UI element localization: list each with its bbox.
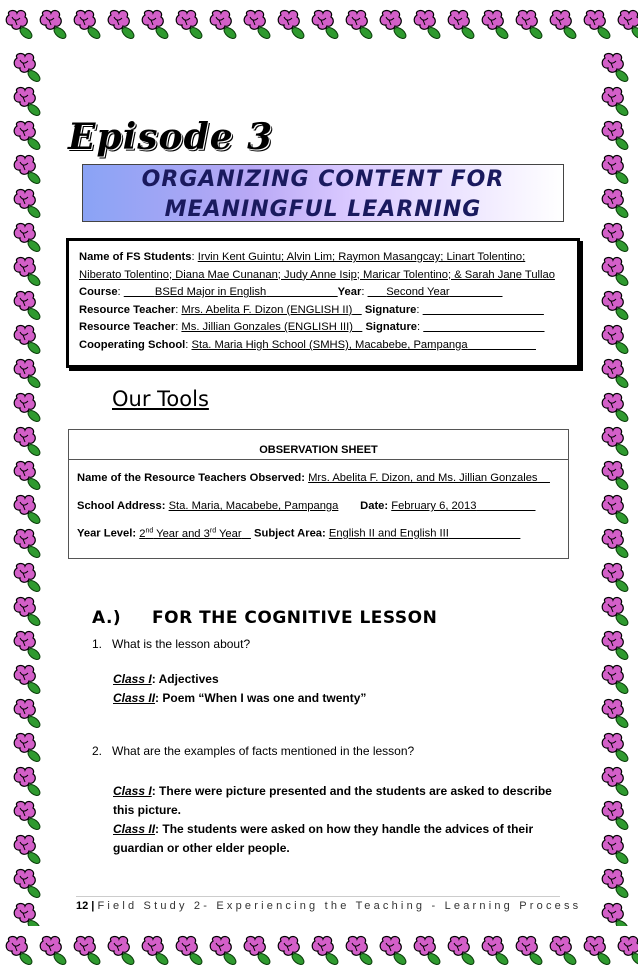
students-row-2 [79,267,567,285]
year-level-row [77,527,520,540]
year-value: Second Year [386,286,450,299]
course-value: BSEd Major in English [154,286,267,299]
observation-sheet-title: OBSERVATION SHEET [69,430,568,460]
answer-1-class-2-text: : Poem “When I was one and twenty” [155,691,367,705]
level-c: Year [216,527,242,540]
resource-teacher-1-row: Resource Teacher: Mrs. Abelita F. Dizon (ENGLISH II) Signature: [79,303,423,316]
school-label: Cooperating School [79,338,186,351]
observed-label: Name of the Resource Teachers Observed: [77,472,305,484]
footer-text: Field Study 2- Experiencing the Teaching - Learning Process [97,900,582,912]
answer-1-class-1 [113,670,553,689]
answer-1-class-1-label: Class I [113,672,152,686]
students-value-1: Irvin Kent Guintu; Alvin Lim; Raymon Masangcay; Linart Tolentino; [197,251,526,263]
address-label: School Address: [77,500,166,512]
rt2-label: Resource Teacher [79,321,176,334]
question-1-number: 1. [92,637,103,651]
level-a-sup: nd [145,527,154,534]
question-1-text: What is the lesson about? [112,637,251,651]
subject-label: Subject Area: [254,527,326,540]
answer-2-class-1 [113,782,553,820]
page-footer [76,896,582,912]
episode-title: Episode 3 [68,116,274,158]
level-b: Year and 3 [153,527,210,540]
answer-1-class-2-label: Class II [113,691,156,705]
level-a: 2 [139,527,146,540]
subject-value: English II and English III [328,527,449,540]
rt1-label: Resource Teacher [79,303,176,316]
course-row: Course: BSEd Major in English Year: Second Year [79,286,450,299]
our-tools-heading: Our Tools [112,387,209,411]
question-2-text: What are the examples of facts mentioned in the lesson? [112,744,415,758]
students-row: Name of FS Students: Irvin Kent Guintu; Alvin Lim; Raymon Masangcay; Linart Tolentino; [79,251,526,263]
resource-teacher-2-row: Resource Teacher: Ms. Jillian Gonzales (ENGLISH III) Signature: [79,321,424,334]
date-value: February 6, 2013 [391,500,477,512]
answer-2-class-1-text: : There were picture presented and the students are asked to describe this picture. [113,784,552,817]
footer-separator: | [88,900,98,912]
signature-label-2: Signature [365,321,418,334]
observed-value: Mrs. Abelita F. Dizon, and Ms. Jillian Gonzales [308,472,538,484]
address-row [77,500,536,512]
banner-line-1: ORGANIZING CONTENT FOR [141,167,505,192]
fs-students-box [66,238,580,368]
question-2 [92,744,414,758]
lesson-title-banner [82,164,564,222]
section-a-letter: A.) [92,608,122,628]
answer-1-class-2 [113,689,553,708]
page-number: 12 [76,900,89,912]
course-label: Course [79,286,118,299]
section-a-heading [92,608,437,628]
observation-sheet [68,429,569,559]
question-1 [92,637,250,651]
section-a-title: FOR THE COGNITIVE LESSON [152,608,438,628]
address-value: Sta. Maria, Macabebe, Pampanga [168,500,339,512]
answer-2-class-2-text: : The students were asked on how they handle the advices of their guardian or other elder people. [113,822,534,855]
rt1-value: Mrs. Abelita F. Dizon (ENGLISH II) [181,303,353,316]
banner-line-2: MEANINGFUL LEARNING [164,197,482,222]
level-b-sup: rd [209,527,217,534]
answer-2-class-1-label: Class I [113,784,152,798]
answer-2-class-2 [113,820,553,858]
school-row: Cooperating School: Sta. Maria High School (SMHS), Macabebe, Pampanga [79,338,468,351]
students-label: Name of FS Students [79,251,192,263]
signature-label-1: Signature [364,303,417,316]
question-2-number: 2. [92,744,103,758]
answer-1-class-1-text: : Adjectives [151,672,219,686]
school-value: Sta. Maria High School (SMHS), Macabebe, Pampanga [191,338,468,351]
date-label: Date: [360,500,389,512]
year-level-label: Year Level: [77,527,137,540]
observed-row [77,472,550,484]
students-value-2: Niberato Tolentino; Diana Mae Cunanan; Judy Anne Isip; Maricar Tolentino; & Sarah Jane Tullao [79,268,555,281]
rt2-value: Ms. Jillian Gonzales (ENGLISH III) [181,321,353,334]
answer-2-class-2-label: Class II [113,822,156,836]
year-label: Year [337,286,362,299]
